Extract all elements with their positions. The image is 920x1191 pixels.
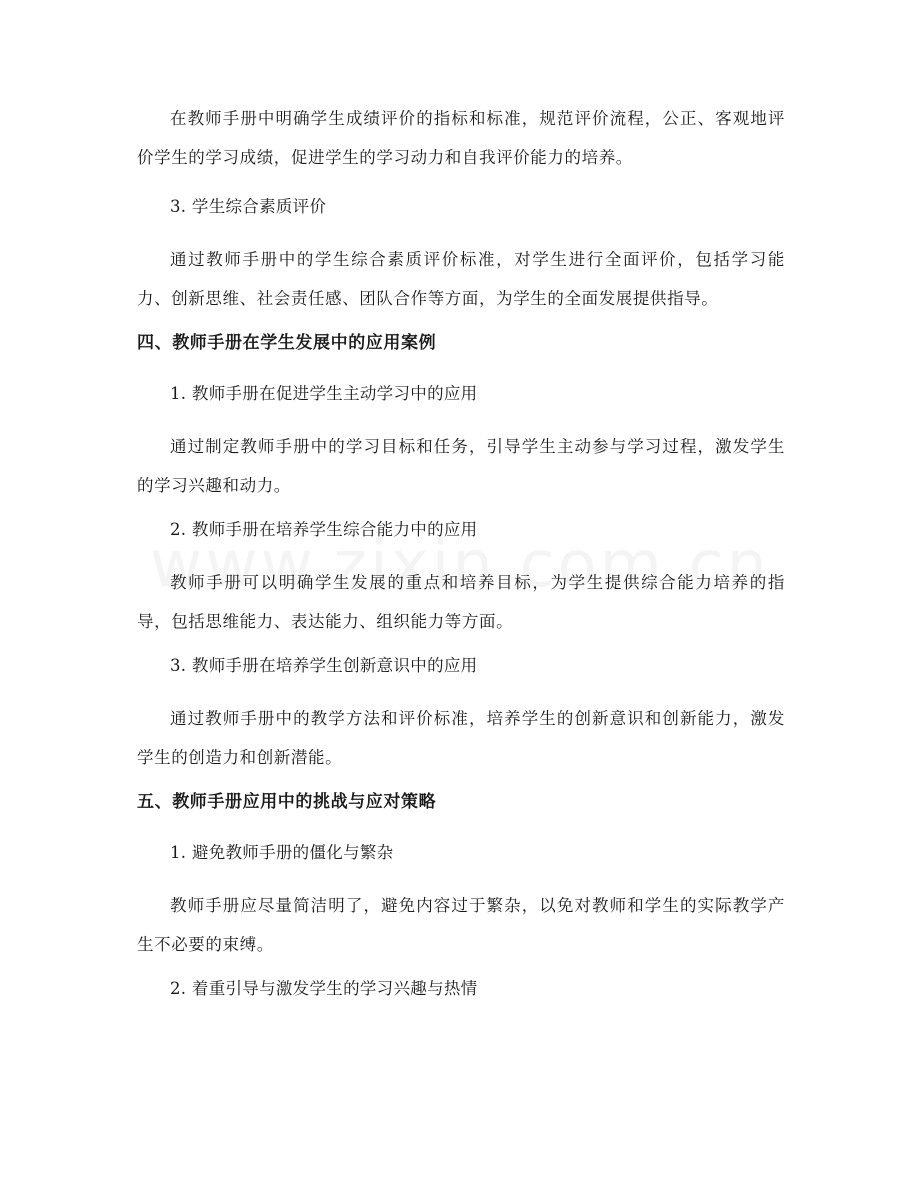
paragraph-grade-evaluation: 在教师手册中明确学生成绩评价的指标和标准，规范评价流程，公正、客观地评价学生的学习成绩，促进学生的学习动力和自我评价能力的培养。 (137, 109, 785, 167)
section-heading-5: 五、教师手册应用中的挑战与应对策略 (137, 792, 437, 812)
paragraph-avoid-rigidity: 教师手册应尽量简洁明了，避免内容过于繁杂，以免对教师和学生的实际教学产生不必要的束缚。 (137, 896, 785, 954)
section-heading-4: 四、教师手册在学生发展中的应用案例 (137, 333, 437, 353)
list-item-guide-interest: 2. 着重引导与激发学生的学习兴趣与热情 (170, 979, 478, 998)
list-item-quality-evaluation: 3. 学生综合素质评价 (170, 197, 327, 216)
list-item-avoid-rigidity: 1. 避免教师手册的僵化与繁杂 (170, 843, 394, 862)
list-item-active-learning: 1. 教师手册在促进学生主动学习中的应用 (170, 384, 478, 403)
paragraph-innovation: 通过教师手册中的教学方法和评价标准，培养学生的创新意识和创新能力，激发学生的创造力和创新潜能。 (137, 709, 785, 767)
paragraph-comprehensive-ability: 教师手册可以明确学生发展的重点和培养目标，为学生提供综合能力培养的指导，包括思维能力、表达能力、组织能力等方面。 (137, 573, 785, 631)
paragraph-quality-evaluation: 通过教师手册中的学生综合素质评价标准，对学生进行全面评价，包括学习能力、创新思维、社会责任感、团队合作等方面，为学生的全面发展提供指导。 (137, 250, 785, 308)
paragraph-active-learning: 通过制定教师手册中的学习目标和任务，引导学生主动参与学习过程，激发学生的学习兴趣和动力。 (137, 437, 785, 495)
list-item-innovation: 3. 教师手册在培养学生创新意识中的应用 (170, 656, 478, 675)
list-item-comprehensive-ability: 2. 教师手册在培养学生综合能力中的应用 (170, 520, 478, 539)
